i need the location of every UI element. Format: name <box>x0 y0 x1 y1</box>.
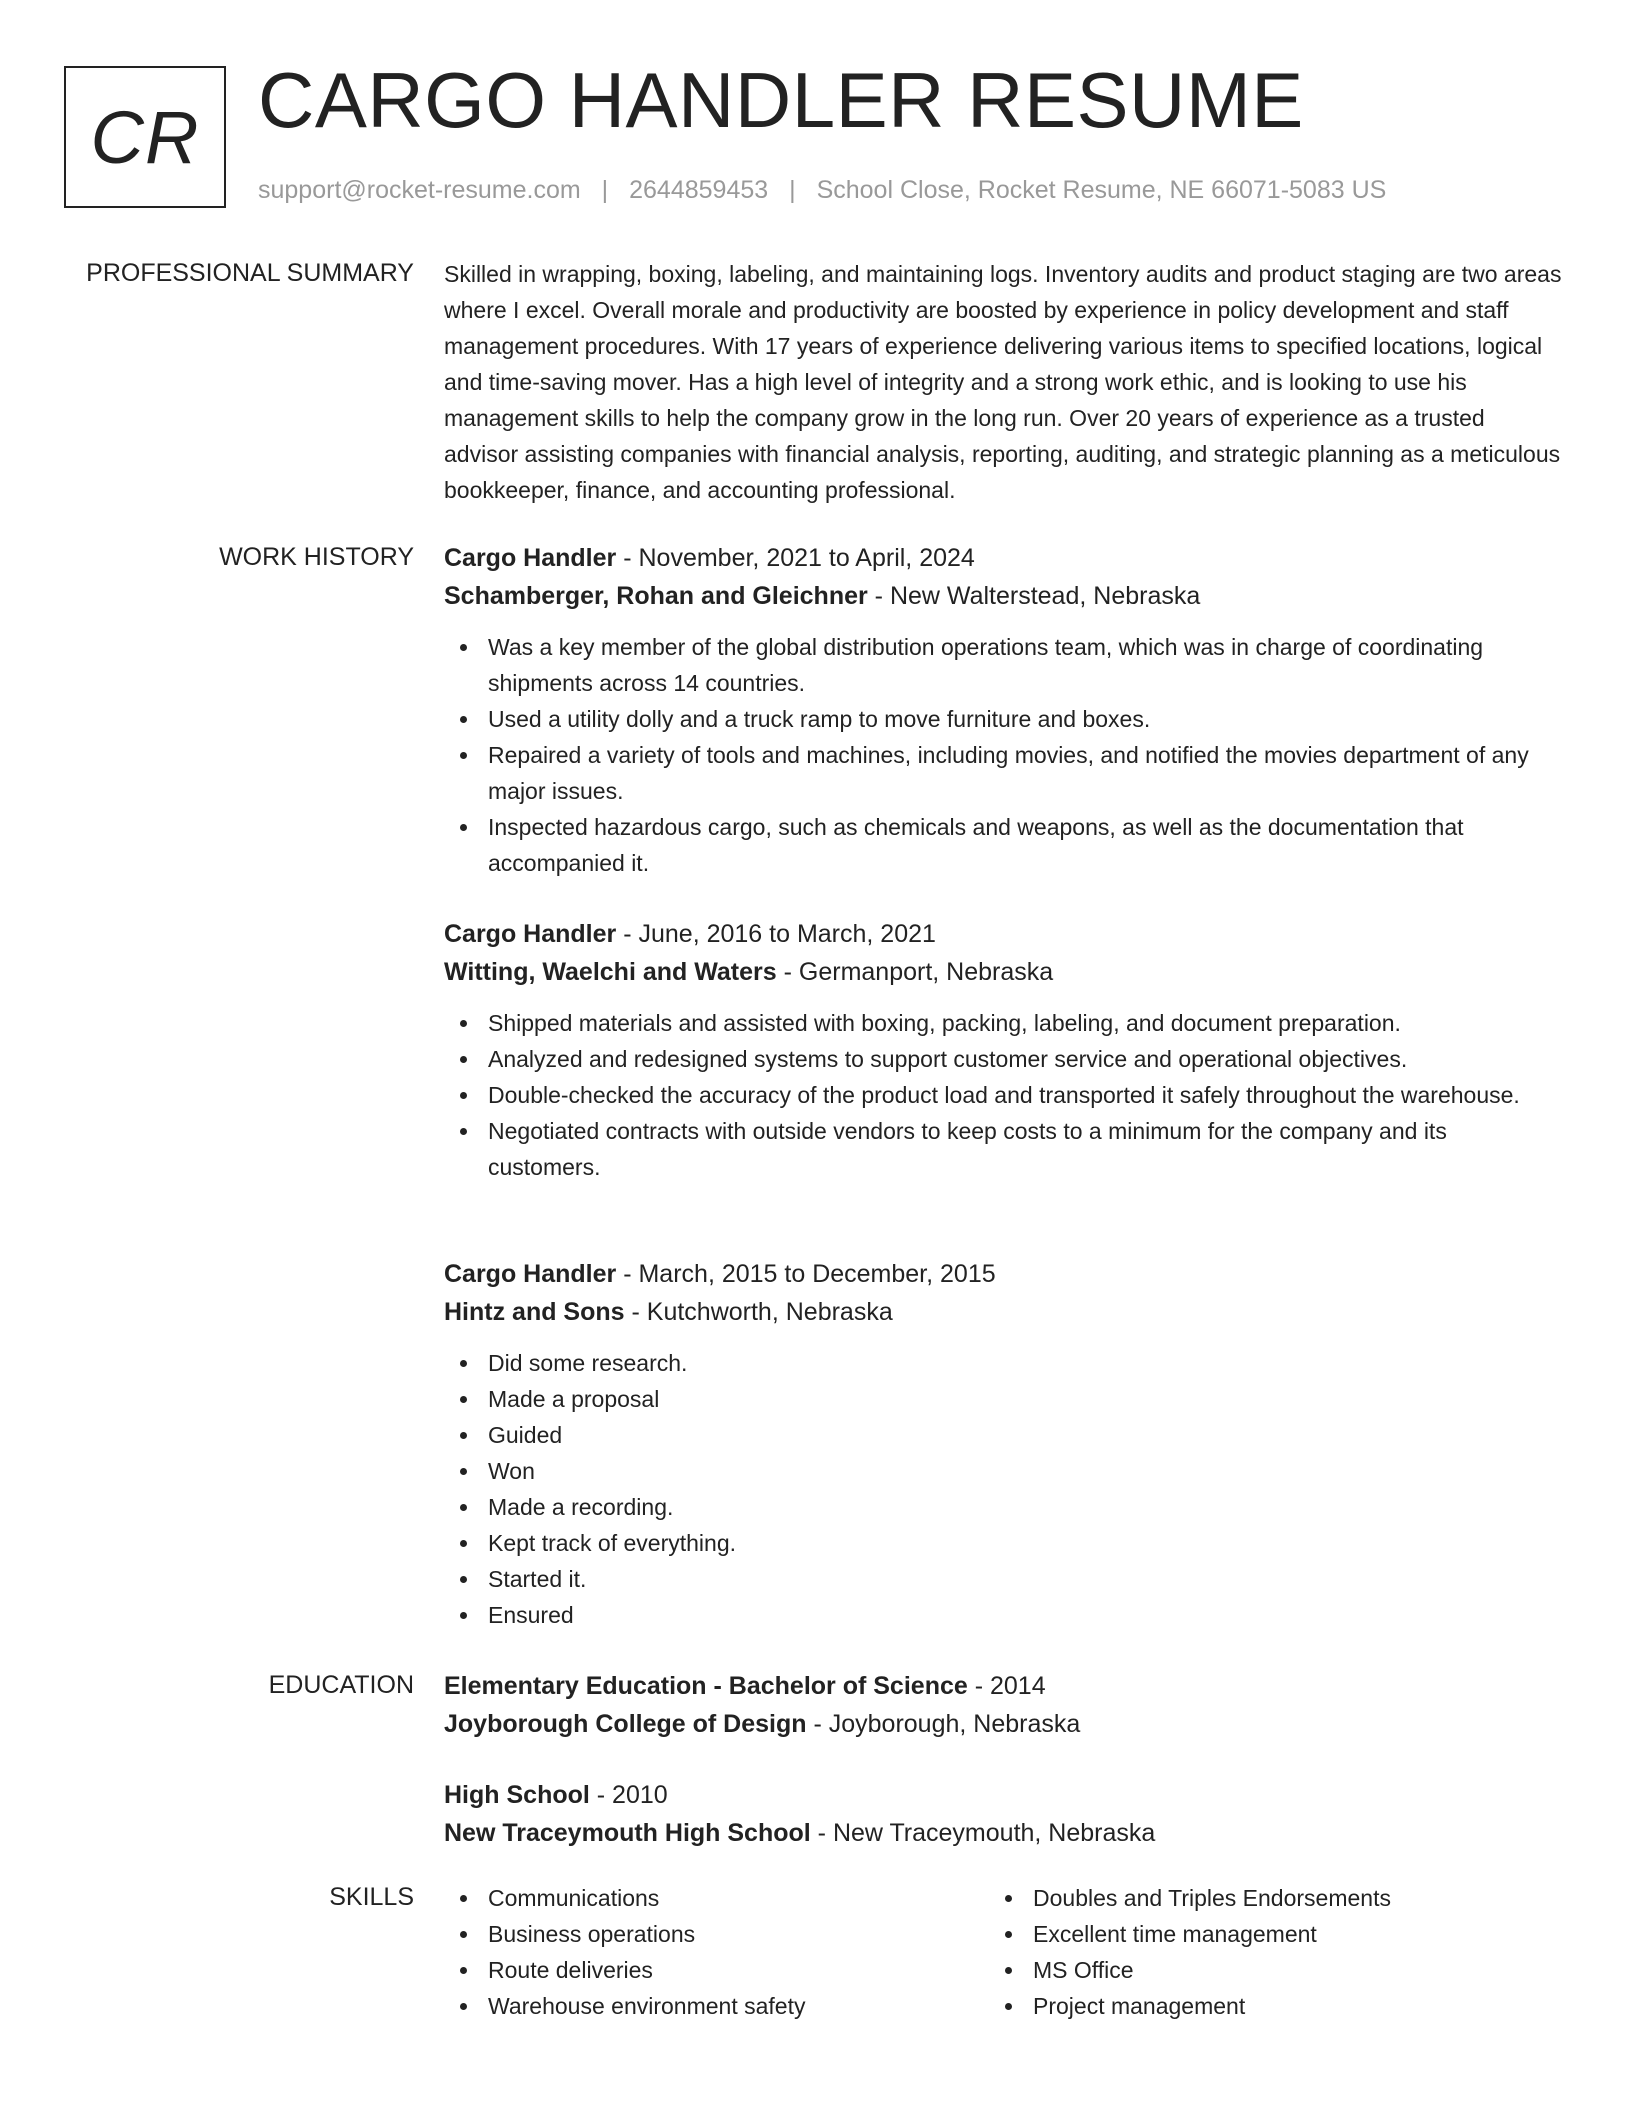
list-item: Double-checked the accuracy of the product load and transported it safely throughout the warehouse. <box>444 1077 1564 1113</box>
job-company: Schamberger, Rohan and Gleichner <box>444 582 868 610</box>
education-degree-line <box>444 1776 1564 1814</box>
list-item: Kept track of everything. <box>444 1525 1564 1561</box>
job-title-line <box>444 915 1564 953</box>
work-entry <box>444 1255 1564 1633</box>
job-title-line <box>444 1255 1564 1293</box>
job-dates: - March, 2015 to December, 2015 <box>616 1260 996 1288</box>
job-title: Cargo Handler <box>444 1260 617 1288</box>
page-title: CARGO HANDLER RESUME <box>258 56 1304 144</box>
education-location: - New Traceymouth, Nebraska <box>810 1819 1156 1847</box>
job-title: Cargo Handler <box>444 544 617 572</box>
education-entry <box>444 1667 1564 1743</box>
job-bullets <box>444 1345 1564 1633</box>
monogram-logo: CR <box>64 66 226 208</box>
job-company-line <box>444 1293 1564 1331</box>
job-title-line <box>444 539 1564 577</box>
contact-separator: | <box>789 176 796 204</box>
skills-column-right <box>989 1880 1534 2024</box>
job-dates: - June, 2016 to March, 2021 <box>616 920 936 948</box>
list-item: Made a recording. <box>444 1489 1564 1525</box>
job-bullets <box>444 1005 1564 1185</box>
education-school: New Traceymouth High School <box>444 1819 811 1847</box>
list-item: MS Office <box>989 1952 1534 1988</box>
list-item: Shipped materials and assisted with boxing, packing, labeling, and document preparation. <box>444 1005 1564 1041</box>
list-item: Communications <box>444 1880 989 1916</box>
education-school: Joyborough College of Design <box>444 1710 807 1738</box>
list-item: Made a proposal <box>444 1381 1564 1417</box>
job-bullets <box>444 629 1564 881</box>
education-year: - 2014 <box>967 1672 1046 1700</box>
contact-separator: | <box>601 176 609 204</box>
education-entry <box>444 1776 1564 1852</box>
section-label-education: EDUCATION <box>268 1671 414 1699</box>
section-label-summary: PROFESSIONAL SUMMARY <box>86 259 414 287</box>
job-company: Hintz and Sons <box>444 1298 625 1326</box>
list-item: Ensured <box>444 1597 1564 1633</box>
job-company-line <box>444 577 1564 615</box>
job-dates: - November, 2021 to April, 2024 <box>616 544 975 572</box>
list-item: Project management <box>989 1988 1534 2024</box>
list-item: Doubles and Triples Endorsements <box>989 1880 1534 1916</box>
contact-address: School Close, Rocket Resume, NE 66071-5083 US <box>816 176 1387 204</box>
education-degree: Elementary Education - Bachelor of Science <box>444 1672 968 1700</box>
job-location: - Germanport, Nebraska <box>776 958 1054 986</box>
work-entry <box>444 915 1564 1185</box>
list-item: Business operations <box>444 1916 989 1952</box>
contact-line <box>258 176 1386 205</box>
education-year: - 2010 <box>589 1781 668 1809</box>
summary-text: Skilled in wrapping, boxing, labeling, and maintaining logs. Inventory audits and product staging are two areas where I excel. Overall morale and productivity are boosted by experience in policy development and staff management procedures. With 17 years of experience delivering various items to specified locations, logical and time-saving mover. Has a high level of integrity and a strong work ethic, and is looking to use his management skills to help the company grow in the long run. Over 20 years of experience as a trusted advisor assisting companies with financial analysis, reporting, auditing, and strategic planning as a meticulous bookkeeper, finance, and accounting professional. <box>444 261 1562 503</box>
work-entry <box>444 539 1564 881</box>
list-item: Guided <box>444 1417 1564 1453</box>
education-school-line <box>444 1705 1564 1743</box>
contact-phone: 2644859453 <box>629 176 769 204</box>
list-item: Negotiated contracts with outside vendors to keep costs to a minimum for the company and its customers. <box>444 1113 1564 1185</box>
list-item: Route deliveries <box>444 1952 989 1988</box>
list-item: Warehouse environment safety <box>444 1988 989 2024</box>
list-item: Repaired a variety of tools and machines, including movies, and notified the movies department of any major issues. <box>444 737 1564 809</box>
education-location: - Joyborough, Nebraska <box>806 1710 1081 1738</box>
job-location: - New Walterstead, Nebraska <box>867 582 1201 610</box>
job-company: Witting, Waelchi and Waters <box>444 958 777 986</box>
list-item: Used a utility dolly and a truck ramp to move furniture and boxes. <box>444 701 1564 737</box>
job-company-line <box>444 953 1564 991</box>
list-item: Started it. <box>444 1561 1564 1597</box>
list-item: Excellent time management <box>989 1916 1534 1952</box>
section-label-work-history: WORK HISTORY <box>219 543 414 571</box>
list-item: Inspected hazardous cargo, such as chemicals and weapons, as well as the documentation that accompanied it. <box>444 809 1564 881</box>
list-item: Was a key member of the global distribution operations team, which was in charge of coordinating shipments across 14 countries. <box>444 629 1564 701</box>
section-label-skills: SKILLS <box>329 1883 414 1911</box>
skills-column-left <box>444 1880 989 2024</box>
education-degree: High School <box>444 1781 590 1809</box>
education-school-line <box>444 1814 1564 1852</box>
job-location: - Kutchworth, Nebraska <box>624 1298 893 1326</box>
skills-list <box>444 1880 1564 2024</box>
education-degree-line <box>444 1667 1564 1705</box>
contact-email[interactable]: support@rocket-resume.com <box>258 176 581 204</box>
list-item: Analyzed and redesigned systems to support customer service and operational objectives. <box>444 1041 1564 1077</box>
job-title: Cargo Handler <box>444 920 617 948</box>
list-item: Did some research. <box>444 1345 1564 1381</box>
list-item: Won <box>444 1453 1564 1489</box>
